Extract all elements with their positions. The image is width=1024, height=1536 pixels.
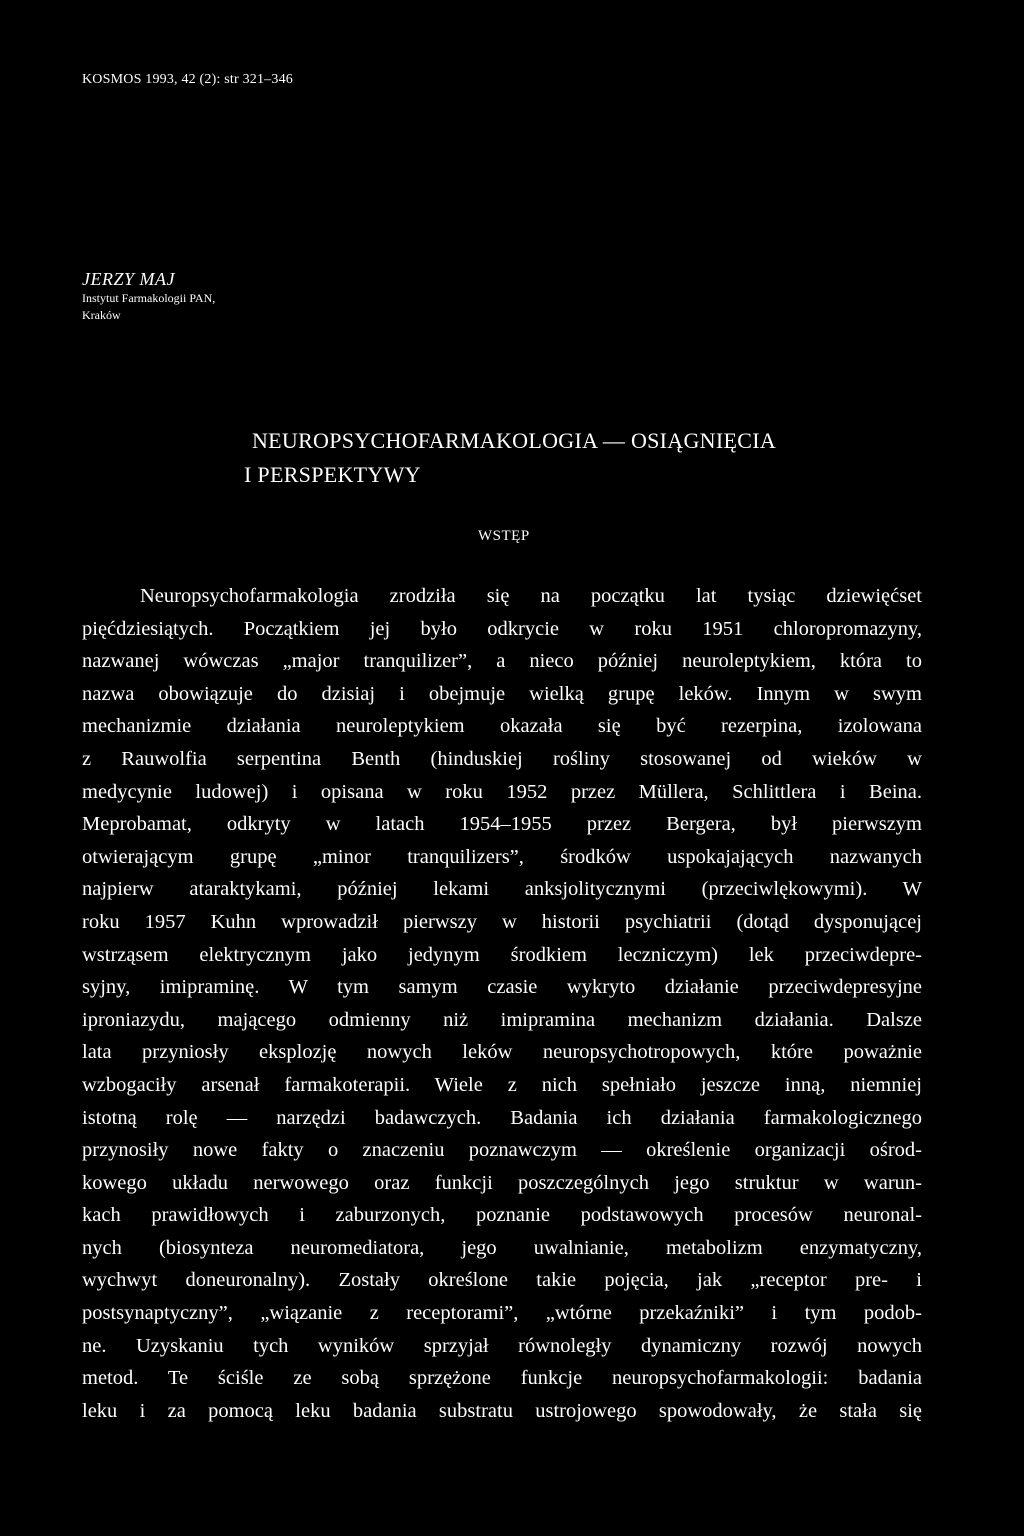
body-line: ne. Uzyskaniu tych wyników sprzyjał równoległy dynamiczny rozwój nowych	[82, 1334, 922, 1357]
body-line: z Rauwolfia serpentina Benth (hinduskiej rośliny stosowanej od wieków w	[82, 747, 922, 770]
body-line: wzbogaciły arsenał farmakoterapii. Wiele z nich spełniało jeszcze inną, niemniej	[82, 1073, 922, 1096]
affiliation-institute: Instytut Farmakologii PAN,	[82, 291, 216, 305]
body-line: postsynaptyczny”, „wiązanie z receptorami”, „wtórne przekaźniki” i tym podob-	[82, 1302, 922, 1325]
body-line: iproniazydu, mającego odmienny niż imipramina mechanizm działania. Dalsze	[82, 1008, 922, 1031]
journal-citation: KOSMOS 1993, 42 (2): str 321–346	[82, 72, 293, 87]
body-line: wychwyt doneuronalny). Zostały określone takie pojęcia, jak „receptor pre- i	[82, 1269, 922, 1292]
title-line-1: NEUROPSYCHOFARMAKOLOGIA — OSIĄGNIĘCIA	[251, 428, 777, 453]
body-line: istotną rolę — narzędzi badawczych. Badania ich działania farmakologicznego	[82, 1106, 922, 1129]
body-line: Neuropsychofarmakologia zrodziła się na początku lat tysiąc dziewięćset	[140, 585, 922, 607]
body-line: kach prawidłowych i zaburzonych, poznanie podstawowych procesów neuronal-	[82, 1204, 922, 1227]
body-line: wstrząsem elektrycznym jako jedynym środkiem leczniczym) lek przeciwdepre-	[82, 943, 922, 966]
body-line: pięćdziesiątych. Początkiem jej było odkrycie w roku 1951 chloropromazyny,	[82, 617, 922, 640]
body-line: syjny, imipraminę. W tym samym czasie wykryto działanie przeciwdepresyjne	[82, 976, 922, 999]
article-title	[0, 424, 1024, 492]
section-heading: WSTĘP	[478, 528, 530, 544]
body-line: lata przyniosły eksplozję nowych leków neuropsychotropowych, które poważnie	[82, 1041, 922, 1064]
body-line: nazwanej wówczas „major tranquilizer”, a nieco później neuroleptykiem, która to	[82, 650, 922, 673]
body-line: nazwa obowiązuje do dzisiaj i obejmuje wielką grupę leków. Innym w swym	[82, 682, 922, 705]
affiliation-city: Kraków	[82, 308, 121, 322]
body-line: roku 1957 Kuhn wprowadził pierwszy w historii psychiatrii (dotąd dysponującej	[82, 910, 922, 933]
body-line: leku i za pomocą leku badania substratu ustrojowego spowodowały, że stała się	[82, 1399, 922, 1422]
author-block	[82, 268, 215, 324]
title-line-2: I PERSPEKTYWY	[244, 462, 421, 487]
author-name: JERZY MAJ	[82, 269, 175, 289]
body-line: Meprobamat, odkryty w latach 1954–1955 przez Bergera, był pierwszym	[82, 813, 922, 836]
body-line: metod. Te ściśle ze sobą sprzężone funkcje neuropsychofarmakologii: badania	[82, 1367, 922, 1390]
body-line: otwierającym grupę „minor tranquilizers”, środków uspokajających nazwanych	[82, 845, 922, 868]
body-line: mechanizmie działania neuroleptykiem okazała się być rezerpina, izolowana	[82, 715, 922, 738]
body-line: kowego układu nerwowego oraz funkcji poszczególnych jego struktur w warun-	[82, 1171, 922, 1194]
body-line: medycynie ludowej) i opisana w roku 1952 przez Müllera, Schlittlera i Beina.	[82, 780, 922, 803]
body-line: przynosiły nowe fakty o znaczeniu poznawczym — określenie organizacji ośrod-	[82, 1139, 922, 1162]
body-paragraph	[82, 580, 922, 1427]
body-line: najpierw ataraktykami, później lekami anksjolitycznymi (przeciwlękowymi). W	[82, 878, 922, 901]
body-line: nych (biosynteza neuromediatora, jego uwalnianie, metabolizm enzymatyczny,	[82, 1236, 922, 1259]
